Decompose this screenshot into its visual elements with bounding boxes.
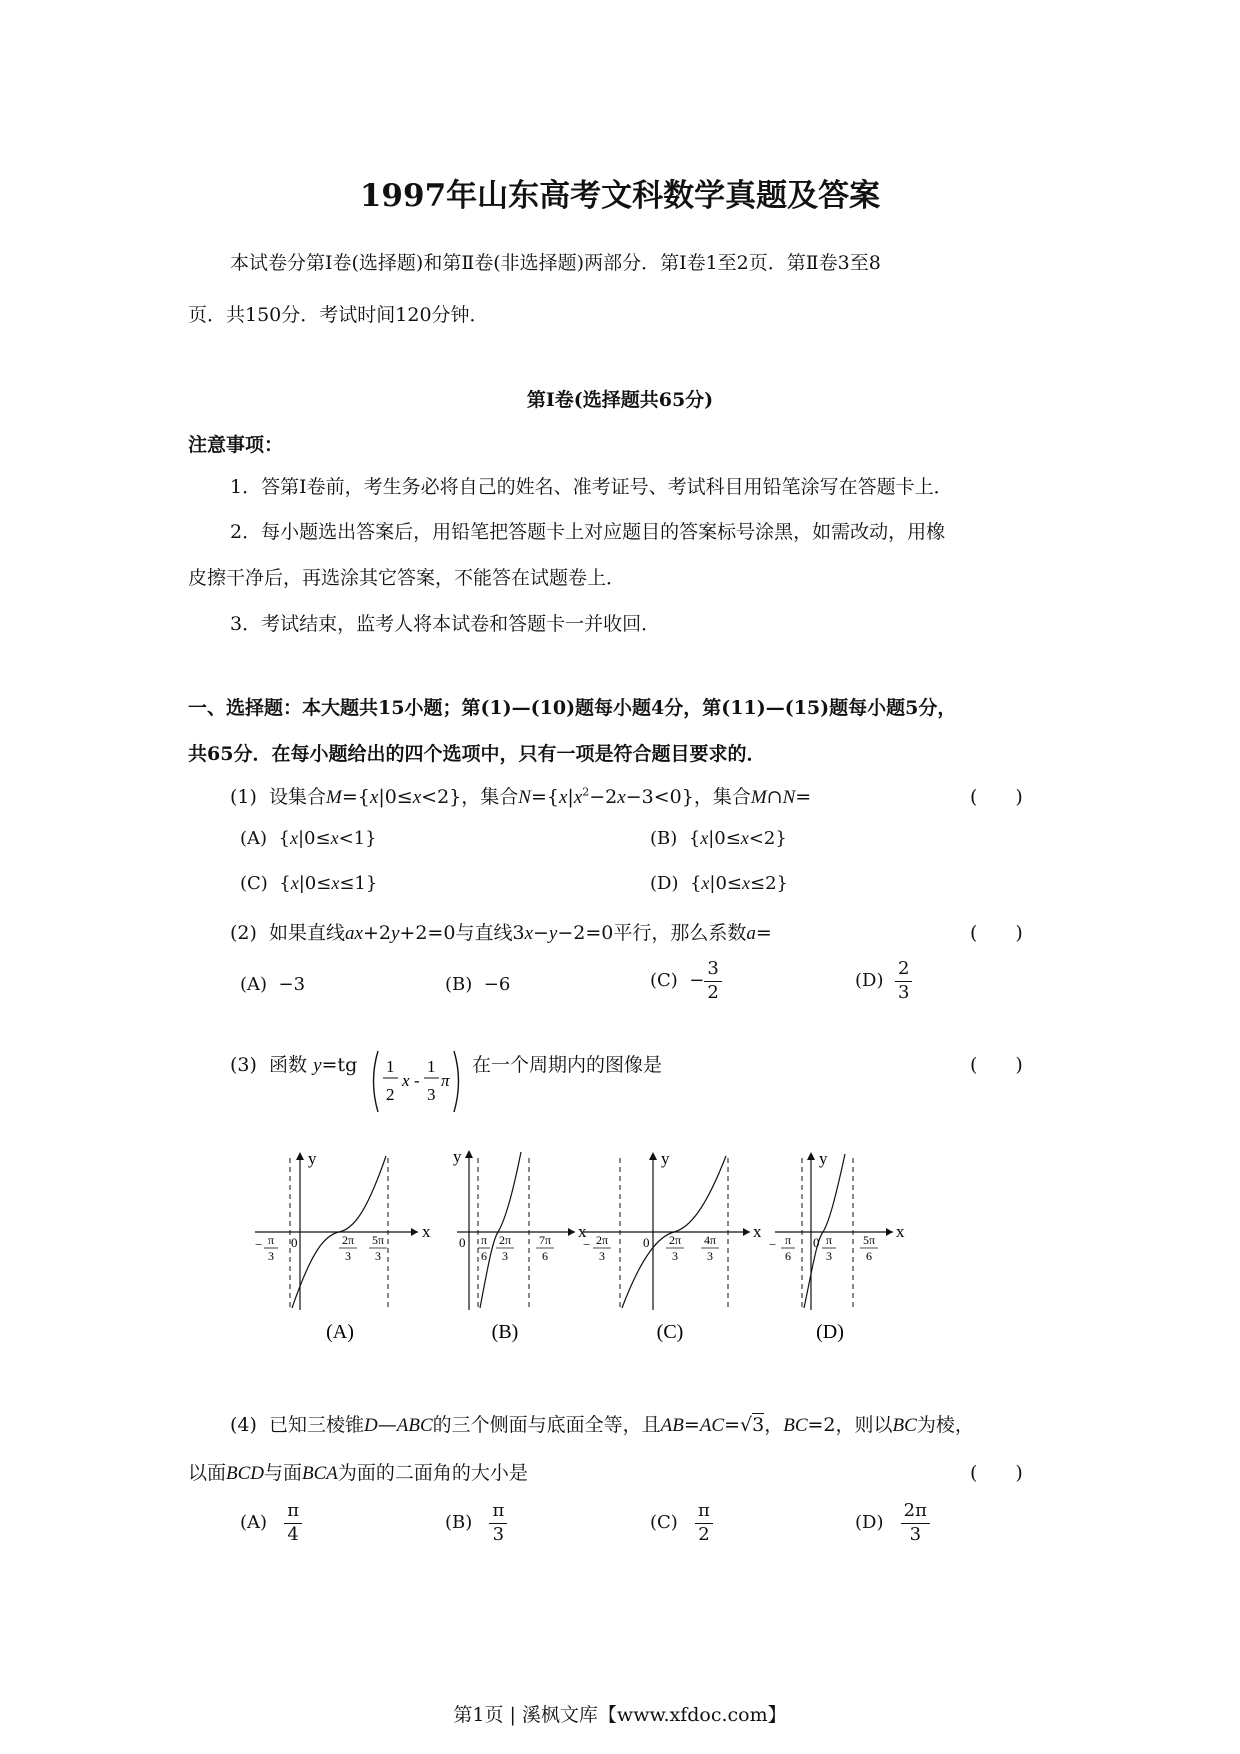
section1-heading-continued: 共65分．在每小题给出的四个选项中，只有一项是符合题目要求的． [188, 743, 766, 765]
origin-label: 0 [813, 1235, 820, 1250]
tick-3-den: 3 [707, 1249, 713, 1263]
q3-frac1-num: 1 [386, 1057, 395, 1076]
q4-text-line2: 以面BCD与面BCA为面的二面角的大小是 [188, 1462, 528, 1484]
x-axis-label: x [578, 1222, 587, 1241]
q3-formula-paren-expression [368, 1046, 468, 1116]
graph-caption: (D) [816, 1321, 844, 1343]
q2-option-c-fraction: $\frac{3}{2}$ [704, 958, 721, 1004]
q3-frac2-den: 3 [427, 1085, 436, 1104]
q4-answer-blank: ( ) [970, 1462, 1023, 1484]
q4-option-c-fraction: $\frac{\pi}{2}$ [695, 1500, 713, 1546]
page-title: 1997年山东高考文科数学真题及答案 [359, 178, 881, 214]
y-axis-label: y [308, 1149, 317, 1168]
y-axis-arrow [465, 1150, 473, 1158]
right-paren [454, 1051, 459, 1112]
q2-option-a: (A) −3 [240, 974, 306, 995]
q2-option-d: (D) $\frac{2}{3}$ [855, 958, 912, 1004]
tick-3-den: 6 [866, 1249, 872, 1263]
q3-y: y [313, 1055, 322, 1076]
part1-heading: 第Ⅰ卷(选择题共65分) [526, 389, 714, 411]
tick-2-den: 3 [345, 1249, 351, 1263]
tick-1-sign: − [583, 1237, 591, 1252]
tangent-curve [804, 1154, 845, 1308]
q3-eq-tg: =tg [321, 1054, 358, 1076]
x-axis-label: x [422, 1222, 431, 1241]
q3-answer-blank: ( ) [970, 1054, 1023, 1076]
tick-2-den: 3 [826, 1249, 832, 1263]
q2-option-d-fraction: $\frac{2}{3}$ [895, 958, 912, 1004]
note-1: 1．答第Ⅰ卷前，考生务必将自己的姓名、准考证号、考试科目用铅笔涂写在答题卡上． [230, 476, 953, 498]
q4-text-line1: 已知三棱锥D—ABC的三个侧面与底面全等，且AB=AC=√3，BC=2，则以BC为棱， [269, 1414, 974, 1436]
y-axis-arrow [649, 1152, 657, 1160]
q1-option-b: (B) {x|0≤x<2} [650, 828, 787, 849]
tick-3-den: 6 [542, 1249, 548, 1263]
q3-graph-a [250, 1140, 431, 1345]
tick-1-sign: − [255, 1237, 263, 1252]
left-paren [374, 1051, 379, 1112]
tick-1-den: 6 [785, 1249, 791, 1263]
question-1 [230, 782, 811, 809]
x-axis-label: x [753, 1222, 762, 1241]
q4-option-d-fraction: $\frac{2\pi}{3}$ [901, 1500, 930, 1546]
q2-option-b: (B) −6 [445, 974, 511, 995]
q3-graph-b [445, 1140, 595, 1345]
question-2 [230, 918, 772, 945]
graph-caption: (A) [326, 1321, 354, 1343]
x-axis-label: x [896, 1222, 905, 1241]
graph-caption: (C) [656, 1321, 684, 1343]
origin-label: 0 [643, 1235, 650, 1250]
x-axis-arrow [568, 1228, 575, 1236]
y-axis-label: y [661, 1149, 670, 1168]
q3-number: (3) [230, 1054, 257, 1076]
tick-2-num: 2π [498, 1233, 512, 1247]
q3-pi: π [441, 1071, 450, 1090]
note-3: 3．考试结束，监考人将本试卷和答题卡一并收回． [230, 613, 661, 635]
q3-x: x [402, 1071, 410, 1090]
y-axis-arrow [807, 1152, 815, 1160]
tangent-curve [480, 1152, 521, 1308]
question-3 [230, 1050, 357, 1077]
q4-option-b: (B) $\frac{\pi}{3}$ [445, 1500, 507, 1546]
tick-1-num: π [480, 1233, 488, 1247]
tick-1-den: 6 [481, 1249, 487, 1263]
x-axis-arrow [886, 1228, 893, 1236]
x-axis-arrow [743, 1228, 750, 1236]
q4-option-a: (A) $\frac{\pi}{4}$ [240, 1500, 302, 1546]
q1-answer-blank: ( ) [970, 786, 1023, 808]
origin-label: 0 [291, 1235, 298, 1250]
page-footer: 第1页 | 溪枫文库【www.xfdoc.com】 [453, 1704, 787, 1726]
intro-line-2: 页．共150分．考试时间120分钟． [188, 304, 489, 326]
tick-3-num: 7π [538, 1233, 552, 1247]
note-2: 2．每小题选出答案后，用铅笔把答题卡上对应题目的答案标号涂黑，如需改动，用橡 [230, 521, 946, 543]
q4-option-a-fraction: $\frac{\pi}{4}$ [284, 1500, 302, 1546]
notice-title: 注意事项： [188, 434, 284, 456]
q2-answer-blank: ( ) [970, 922, 1023, 944]
tick-2-num: 2π [668, 1233, 682, 1247]
tick-2-num: π [825, 1233, 833, 1247]
q3-graph-c [575, 1140, 760, 1345]
tick-1-num: π [784, 1233, 792, 1247]
tick-3-num: 4π [703, 1233, 717, 1247]
y-axis-label: y [453, 1147, 462, 1166]
q3-frac2-num: 1 [427, 1057, 436, 1076]
q1-option-a: (A) {x|0≤x<1} [240, 828, 377, 849]
q3-frac1-den: 2 [386, 1085, 395, 1104]
q2-number: (2) [230, 922, 257, 944]
q1-option-d: (D) {x|0≤x≤2} [650, 873, 788, 894]
tick-2-den: 3 [672, 1249, 678, 1263]
q4-option-d: (D) $\frac{2\pi}{3}$ [855, 1500, 930, 1546]
tick-3-den: 3 [375, 1249, 381, 1263]
x-axis-arrow [411, 1228, 418, 1236]
y-axis-arrow [296, 1152, 304, 1160]
origin-label: 0 [459, 1235, 466, 1250]
tick-1-den: 3 [268, 1249, 274, 1263]
q4-number: (4) [230, 1414, 257, 1436]
q2-text: 如果直线ax+2y+2=0与直线3x−y−2=0平行，那么系数a= [269, 922, 772, 944]
q1-option-c: (C) {x|0≤x≤1} [240, 873, 378, 894]
q4-option-c: (C) $\frac{\pi}{2}$ [650, 1500, 713, 1546]
q1-number: (1) [230, 786, 257, 808]
q2-option-c: (C) − $\frac{3}{2}$ [650, 958, 722, 1004]
q3-suffix: 在一个周期内的图像是 [472, 1054, 663, 1076]
tick-2-den: 3 [502, 1249, 508, 1263]
tick-3-num: 5π [862, 1233, 876, 1247]
tick-1-den: 3 [599, 1249, 605, 1263]
q3-prefix: 函数 [269, 1054, 308, 1076]
q3-minus: - [414, 1071, 420, 1090]
question-4 [230, 1410, 974, 1437]
intro-line-1: 本试卷分第Ⅰ卷(选择题)和第Ⅱ卷(非选择题)两部分．第Ⅰ卷1至2页．第Ⅱ卷3至8 [230, 252, 881, 274]
tick-1-sign: − [769, 1237, 777, 1252]
sqrt-symbol: √ [740, 1414, 753, 1436]
q3-graph-d [765, 1140, 915, 1345]
q4-option-b-fraction: $\frac{\pi}{3}$ [489, 1500, 507, 1546]
tick-1-num: π [267, 1233, 275, 1247]
tick-1-num: 2π [595, 1233, 609, 1247]
graph-caption: (B) [491, 1321, 519, 1343]
tick-3-num: 5π [371, 1233, 385, 1247]
section1-heading: 一、选择题：本大题共15小题；第(1)—(10)题每小题4分，第(11)—(15)题每小题5分， [188, 697, 957, 719]
note-2-continued: 皮擦干净后，再选涂其它答案，不能答在试题卷上． [188, 567, 626, 589]
q1-text: 设集合M={x|0≤x<2}，集合$N=\{x|x^2-2x-3<0\}$，集合M∩N= [269, 785, 812, 808]
tick-2-num: 2π [341, 1233, 355, 1247]
y-axis-label: y [819, 1149, 828, 1168]
